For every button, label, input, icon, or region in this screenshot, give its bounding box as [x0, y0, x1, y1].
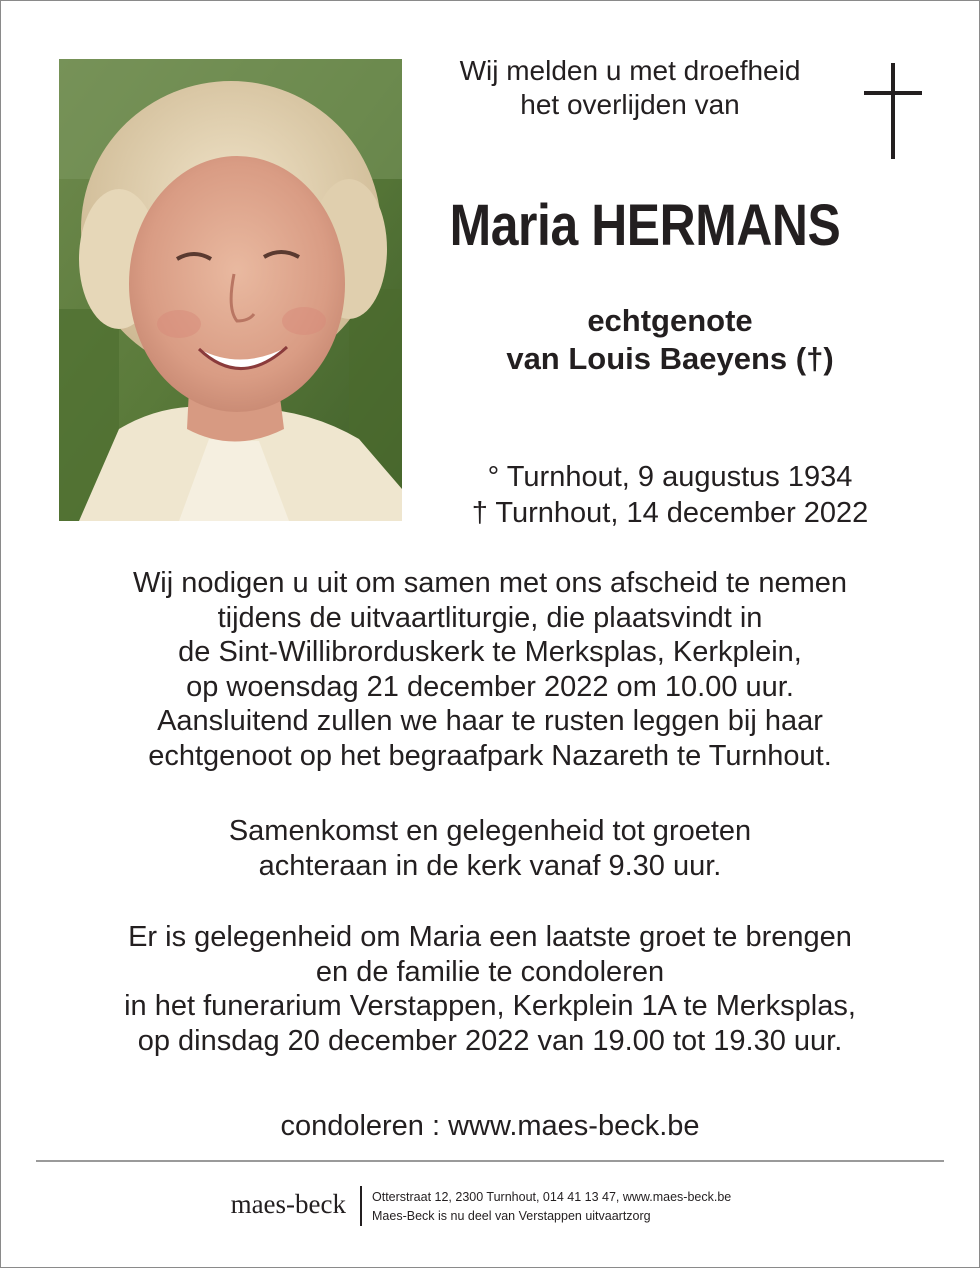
- spouse-line: echtgenote: [587, 303, 753, 338]
- invitation-line: tijdens de uitvaartliturgie, die plaatsvindt in: [217, 601, 763, 634]
- birth-date: ° Turnhout, 9 augustus 1934: [487, 461, 853, 493]
- portrait-photo: [59, 59, 402, 521]
- viewing-line: in het funerarium Verstappen, Kerkplein 1A te Merksplas,: [124, 990, 856, 1022]
- viewing-info: [40, 920, 940, 1058]
- invitation-line: echtgenoot op het begraafpark Nazareth te Turnhout.: [148, 739, 832, 772]
- footer-info: [372, 1188, 932, 1226]
- gathering-info: [40, 814, 940, 883]
- footer-address: Otterstraat 12, 2300 Turnhout, 014 41 13 47, www.maes-beck.be: [372, 1190, 732, 1204]
- viewing-line: Er is gelegenheid om Maria een laatste groet te brengen: [128, 921, 852, 953]
- condolence-link[interactable]: condoleren : www.maes-beck.be: [280, 1110, 700, 1142]
- invitation-line: Aansluitend zullen we haar te rusten leggen bij haar: [157, 705, 823, 737]
- latin-cross-icon: [864, 63, 922, 159]
- life-dates: [420, 459, 920, 531]
- invitation-line: de Sint-Willibrorduskerk te Merksplas, Kerkplein,: [178, 636, 802, 668]
- gathering-line: Samenkomst en gelegenheid tot groeten: [228, 815, 752, 847]
- gathering-line: achteraan in de kerk vanaf 9.30 uur.: [258, 849, 722, 882]
- intro-line: het overlijden van: [520, 89, 740, 120]
- maes-beck-logo: maes-beck: [230, 1189, 346, 1219]
- footer-divider: [36, 1160, 944, 1162]
- announcement-intro: [420, 54, 840, 122]
- deceased-name: Maria HERMANS: [449, 193, 841, 258]
- viewing-line: op dinsdag 20 december 2022 van 19.00 tot 19.30 uur.: [137, 1024, 843, 1057]
- spouse-info: [440, 302, 900, 378]
- spouse-line: van Louis Baeyens (†): [506, 341, 834, 376]
- invitation-line: op woensdag 21 december 2022 om 10.00 uur.: [186, 670, 794, 703]
- death-date: † Turnhout, 14 december 2022: [471, 497, 869, 529]
- footer-note: Maes-Beck is nu deel van Verstappen uitvaartzorg: [372, 1209, 651, 1223]
- funeral-invitation: [40, 566, 940, 773]
- logo-separator: [360, 1186, 362, 1226]
- invitation-line: Wij nodigen u uit om samen met ons afscheid te nemen: [132, 567, 848, 599]
- intro-line: Wij melden u met droefheid: [459, 55, 801, 86]
- viewing-line: en de familie te condoleren: [315, 955, 665, 988]
